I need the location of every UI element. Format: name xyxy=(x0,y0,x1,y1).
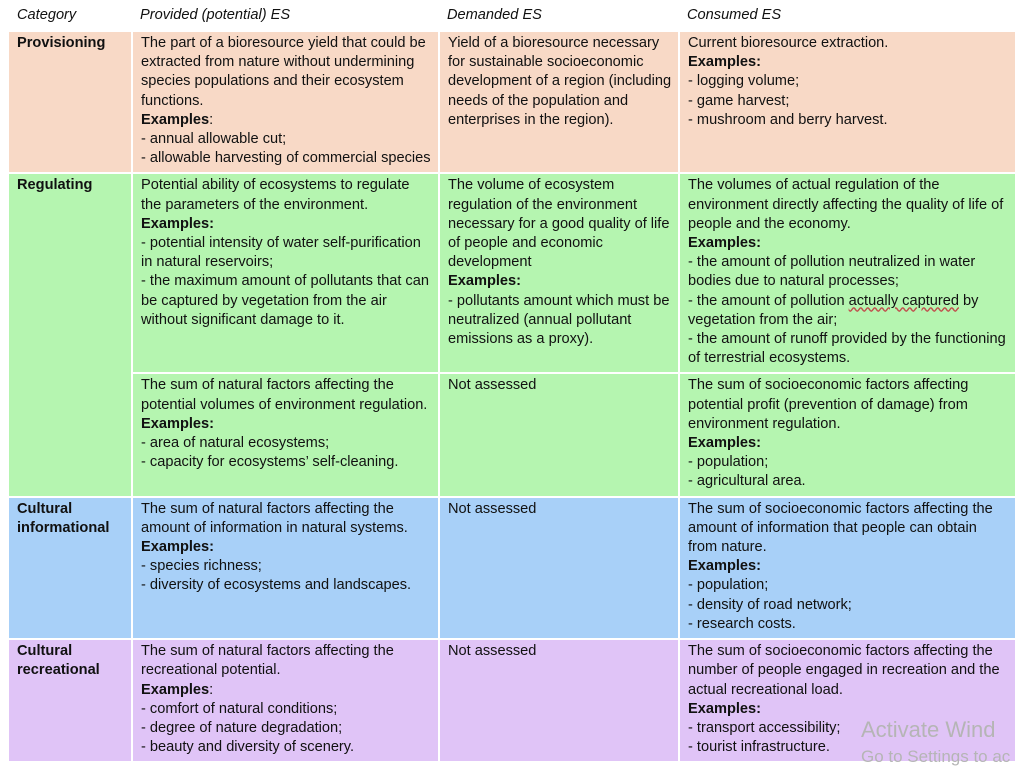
row-regulating xyxy=(9,173,1015,373)
provisioning-consumed: Current bioresource extraction. Examples: - logging volume; - game harvest; - mushroom and berry harvest. xyxy=(679,32,1015,173)
header-demanded: Demanded ES xyxy=(447,7,542,23)
examples-heading: Examples: xyxy=(141,415,215,432)
header-consumed: Consumed ES xyxy=(687,7,782,23)
examples-heading: Examples: xyxy=(141,681,214,698)
list-item: - comfort of natural conditions; xyxy=(141,700,338,717)
examples-heading: Examples: xyxy=(141,539,215,556)
list-item: - tourist infrastructure. xyxy=(688,739,830,756)
regulating-provided: Potential ability of ecosystems to regulate the parameters of the environment. Examples: - potential intensity of water self-purification in natural reservoirs; - the maximum amount of pollutants that can be captured by vegetation from the air without significant damage to it. xyxy=(132,173,439,373)
list-item: - population; xyxy=(688,577,769,594)
header-category: Category xyxy=(17,7,77,23)
examples-heading: Examples: xyxy=(448,273,522,290)
list-item: - pollutants amount which must be neutralized (annual pollutant emissions as a proxy). xyxy=(448,292,670,348)
cultural-recreational-provided: The sum of natural factors affecting the recreational potential. Examples: - comfort of natural conditions; - degree of nature degradation; - beauty and diversity of scenery. xyxy=(132,639,439,762)
list-item: - density of road network; xyxy=(688,596,852,613)
examples-heading: Examples: xyxy=(688,235,762,252)
list-item: - the amount of pollution actually captured by vegetation from the air; xyxy=(688,292,979,328)
header-row xyxy=(9,0,1015,32)
regulating-consumed: The volumes of actual regulation of the environment directly affecting the quality of life of people and the economy. Examples: - the amount of pollution neutralized in water bodies due to natural processes; - the amount of pollution actually captured by vegetation from the air; - the amount of runoff provided by the functioning of terrestrial ecosystems. xyxy=(679,173,1015,373)
list-item: - logging volume; xyxy=(688,73,800,90)
provisioning-provided: The part of a bioresource yield that could be extracted from nature without undermining species populations and their ecosystem functions. Examples: - annual allowable cut; - allowable harvesting of commercial species xyxy=(132,32,439,173)
regulating-demanded: The volume of ecosystem regulation of the environment necessary for a good quality of life of people and economic development Examples: - pollutants amount which must be neutralized (annual pollutant emissions as a proxy). xyxy=(439,173,679,373)
examples-heading: Examples: xyxy=(688,700,762,717)
category-provisioning: Provisioning xyxy=(9,32,132,173)
list-item: - allowable harvesting of commercial species xyxy=(141,150,431,167)
examples-heading: Examples: xyxy=(688,54,762,71)
row-regulating-2 xyxy=(9,373,1015,496)
list-item: - species richness; xyxy=(141,558,262,575)
regulating-2-demanded: Not assessed xyxy=(439,373,679,496)
cultural-informational-consumed: The sum of socioeconomic factors affecting the amount of information that people can obtain from nature. Examples: - population; - density of road network; - research costs. xyxy=(679,497,1015,639)
list-item: - capacity for ecosystems’ self-cleaning. xyxy=(141,454,399,471)
list-item: - potential intensity of water self-purification in natural reservoirs; xyxy=(141,235,421,271)
row-provisioning xyxy=(9,32,1015,173)
examples-heading: Examples: xyxy=(688,558,762,575)
list-item: - population; xyxy=(688,454,769,471)
list-item: - annual allowable cut; xyxy=(141,131,287,148)
list-item: - the amount of runoff provided by the functioning of terrestrial ecosystems. xyxy=(688,331,1006,367)
watermark-line-1: Activate Wind xyxy=(861,717,996,742)
provisioning-demanded: Yield of a bioresource necessary for sustainable socioeconomic development of a region (including needs of the population and enterprises in the region). xyxy=(439,32,679,173)
spellcheck-underline: actually captured xyxy=(848,292,959,309)
list-item: - mushroom and berry harvest. xyxy=(688,111,888,128)
category-regulating: Regulating xyxy=(9,173,132,496)
list-item: - degree of nature degradation; xyxy=(141,719,343,736)
list-item: - diversity of ecosystems and landscapes. xyxy=(141,577,412,594)
list-item: - the amount of pollution neutralized in water bodies due to natural processes; xyxy=(688,254,976,290)
list-item: - the maximum amount of pollutants that can be captured by vegetation from the air without significant damage to it. xyxy=(141,273,429,328)
examples-heading: Examples: xyxy=(141,215,215,232)
row-cultural-recreational xyxy=(9,639,1015,762)
examples-heading: Examples: xyxy=(141,111,214,128)
cultural-informational-provided: The sum of natural factors affecting the amount of information in natural systems. Examples: - species richness; - diversity of ecosystems and landscapes. xyxy=(132,497,439,639)
examples-heading: Examples: xyxy=(688,435,762,452)
list-item: - beauty and diversity of scenery. xyxy=(141,739,355,756)
list-item: - agricultural area. xyxy=(688,473,806,490)
header-provided: Provided (potential) ES xyxy=(140,7,291,23)
regulating-2-provided: The sum of natural factors affecting the potential volumes of environment regulation. Examples: - area of natural ecosystems; - capacity for ecosystems’ self-cleaning. xyxy=(132,373,439,496)
cultural-recreational-consumed: The sum of socioeconomic factors affecting the number of people engaged in recreation and the actual recreational load. Examples: - transport accessibility; - tourist infrastructure. xyxy=(679,639,1015,762)
category-cultural-recreational: Cultural recreational xyxy=(9,639,132,762)
cultural-recreational-demanded: Not assessed xyxy=(439,639,679,762)
category-cultural-informational: Cultural informational xyxy=(9,497,132,639)
list-item: - transport accessibility; xyxy=(688,719,841,736)
cultural-informational-demanded: Not assessed xyxy=(439,497,679,639)
list-item: - research costs. xyxy=(688,615,796,632)
regulating-2-consumed: The sum of socioeconomic factors affecting potential profit (prevention of damage) from environment regulation. Examples: - population; - agricultural area. xyxy=(679,373,1015,496)
watermark-line-2: Go to Settings to ac xyxy=(861,747,1011,766)
ecosystem-services-table xyxy=(9,0,1015,763)
list-item: - game harvest; xyxy=(688,92,790,109)
row-cultural-informational xyxy=(9,497,1015,639)
list-item: - area of natural ecosystems; xyxy=(141,435,330,452)
